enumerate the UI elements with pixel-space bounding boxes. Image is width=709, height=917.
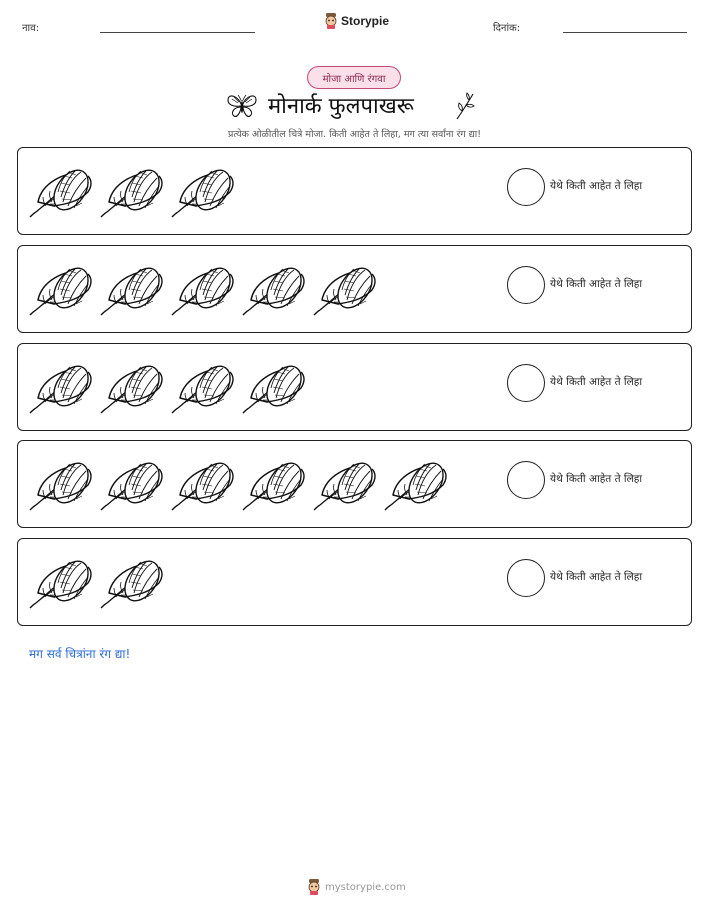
- activity-badge: मोजा आणि रंगवा: [307, 66, 401, 89]
- brand-logo: [324, 13, 389, 29]
- title-row: [0, 88, 709, 124]
- leaf-icon[interactable]: [99, 162, 170, 222]
- twig-icon: [454, 92, 476, 120]
- leaf-icon[interactable]: [312, 260, 383, 320]
- answer-circle[interactable]: [507, 364, 545, 402]
- name-field-line[interactable]: [100, 32, 255, 33]
- butterfly-icon: [226, 93, 258, 119]
- count-prompt: येथे किती आहेत ते लिहा: [550, 180, 643, 192]
- page-title: मोनार्क फुलपाखरू: [268, 94, 414, 119]
- answer-circle[interactable]: [507, 559, 545, 597]
- footer: [307, 879, 406, 895]
- leaf-icon[interactable]: [28, 162, 99, 222]
- leaf-icon[interactable]: [241, 455, 312, 515]
- leaf-icon[interactable]: [99, 358, 170, 418]
- leaf-icon[interactable]: [241, 260, 312, 320]
- leaf-group: [28, 455, 454, 515]
- leaf-icon[interactable]: [99, 553, 170, 613]
- leaf-icon[interactable]: [28, 358, 99, 418]
- date-label: दिनांक:: [493, 23, 521, 34]
- count-row: [17, 245, 692, 333]
- name-label: नाव:: [22, 23, 40, 34]
- leaf-icon[interactable]: [383, 455, 454, 515]
- footer-website: mystorypie.com: [325, 881, 406, 893]
- worksheet-header: [0, 0, 709, 40]
- answer-circle[interactable]: [507, 266, 545, 304]
- count-row: [17, 440, 692, 528]
- coloring-instruction: मग सर्व चित्रांना रंग द्या!: [29, 647, 131, 661]
- answer-circle[interactable]: [507, 461, 545, 499]
- leaf-icon[interactable]: [312, 455, 383, 515]
- leaf-icon[interactable]: [99, 455, 170, 515]
- count-row: [17, 538, 692, 626]
- date-field-line[interactable]: [563, 32, 687, 33]
- leaf-icon[interactable]: [28, 455, 99, 515]
- leaf-icon[interactable]: [28, 553, 99, 613]
- leaf-group: [28, 358, 312, 418]
- leaf-icon[interactable]: [170, 260, 241, 320]
- leaf-group: [28, 260, 383, 320]
- leaf-icon[interactable]: [28, 260, 99, 320]
- leaf-icon[interactable]: [99, 260, 170, 320]
- leaf-icon[interactable]: [241, 358, 312, 418]
- leaf-icon[interactable]: [170, 162, 241, 222]
- count-prompt: येथे किती आहेत ते लिहा: [550, 375, 643, 388]
- leaf-group: [28, 162, 241, 222]
- count-prompt: येथे किती आहेत ते लिहा: [550, 473, 643, 486]
- leaf-group: [28, 553, 170, 613]
- storypie-mascot-icon: [324, 13, 338, 29]
- count-row: [17, 343, 692, 431]
- storypie-mascot-icon: [307, 879, 321, 895]
- brand-name: Storypie: [341, 14, 390, 28]
- count-row: [17, 147, 692, 235]
- instructions: प्रत्येक ओळीतील चित्रे मोजा. किती आहेत ते लिहा, मग त्या सर्वांना रंग द्या!: [227, 129, 482, 140]
- leaf-icon[interactable]: [170, 358, 241, 418]
- count-prompt: येथे किती आहेत ते लिहा: [550, 571, 643, 583]
- count-prompt: येथे किती आहेत ते लिहा: [550, 277, 643, 290]
- answer-circle[interactable]: [507, 168, 545, 206]
- leaf-icon[interactable]: [170, 455, 241, 515]
